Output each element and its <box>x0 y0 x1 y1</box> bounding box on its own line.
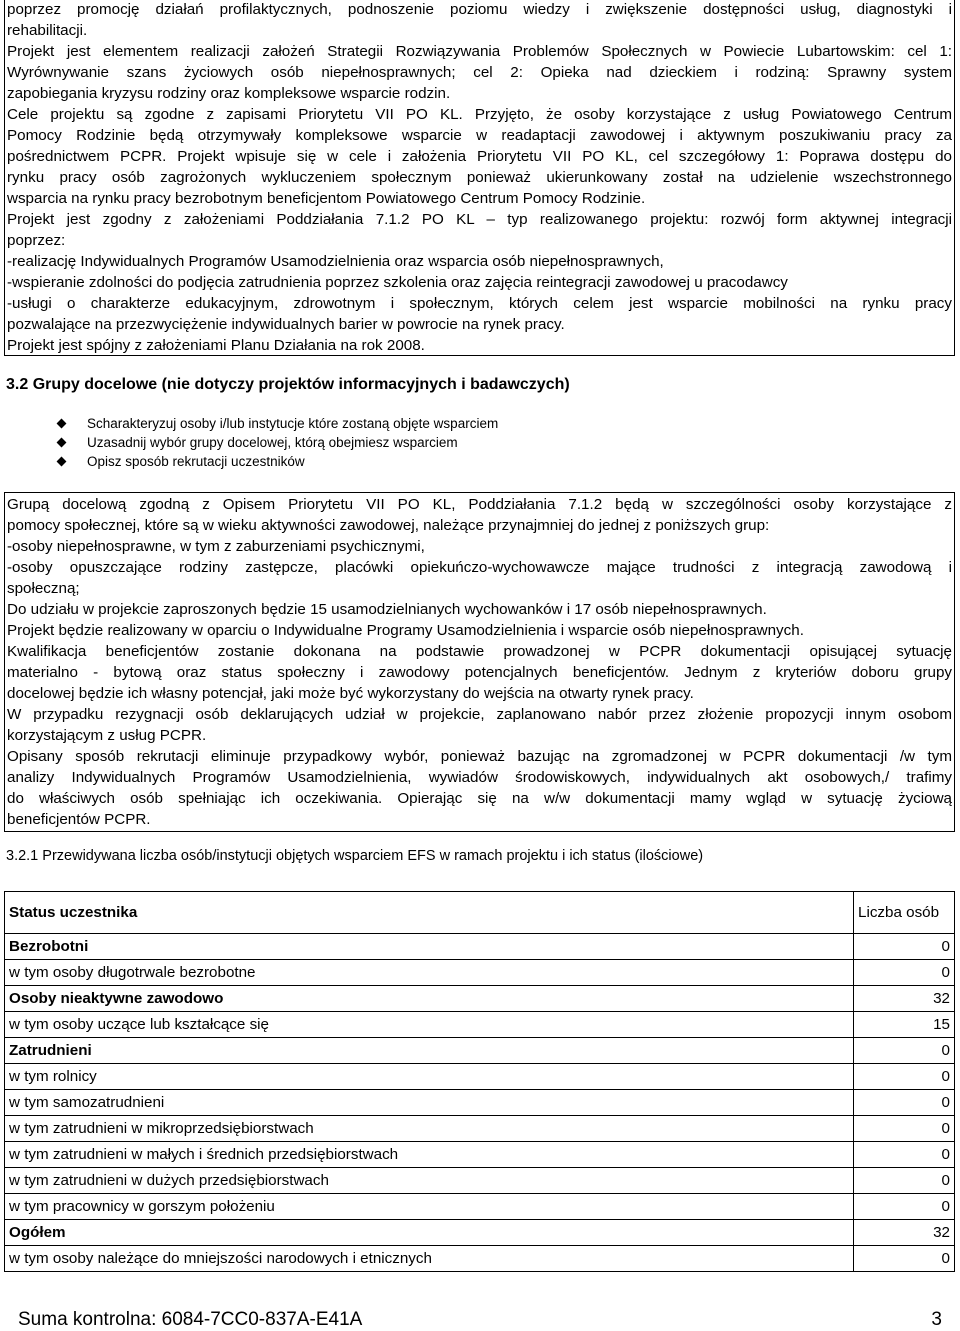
status-count: 0 <box>854 1090 955 1116</box>
table-row <box>5 1220 955 1246</box>
status-count: 0 <box>854 1246 955 1272</box>
text-line: społeczną; <box>7 580 80 597</box>
status-count: 0 <box>854 1168 955 1194</box>
header-count: Liczba osób <box>854 892 955 934</box>
status-label: w tym zatrudnieni w małych i średnich przedsiębiorstwach <box>5 1142 854 1168</box>
status-count: 0 <box>854 1116 955 1142</box>
status-label: w tym samozatrudnieni <box>5 1090 854 1116</box>
table-row <box>5 1194 955 1220</box>
bullet-text: Opisz sposób rekrutacji uczestników <box>87 454 305 469</box>
status-count: 0 <box>854 1038 955 1064</box>
status-count: 0 <box>854 934 955 960</box>
diamond-bullet-icon <box>57 419 67 429</box>
participant-status-table <box>4 891 955 1272</box>
text-line: beneficjentów PCPR. <box>7 811 151 828</box>
text-line: -realizację Indywidualnych Programów Usamodzielnienia oraz wsparcia osób niepełnosprawnych, <box>7 253 664 270</box>
text-line: analizy Indywidualnych Programów Usamodzielnienia, wywiadów środowiskowych, indywidualnych akt osobowych,/ trafimy <box>7 769 952 786</box>
footer-page-number: 3 <box>931 1309 942 1330</box>
table-row <box>5 1038 955 1064</box>
top-text-lines <box>7 0 952 356</box>
table-row <box>5 1090 955 1116</box>
status-label: w tym osoby uczące lub kształcące się <box>5 1012 854 1038</box>
status-label: Ogółem <box>5 1220 854 1246</box>
section-3-2-title: 3.2 Grupy docelowe (nie dotyczy projektów informacyjnych i badawczych) <box>6 376 570 393</box>
text-line: poprzez promocję działań profilaktycznych, podnoszenie poziomu wiedzy i zwiększenie dostępności usług, diagnostyki i <box>7 1 952 18</box>
status-count: 32 <box>854 1220 955 1246</box>
text-line: materialno - bytową oraz status społeczny i zawodowy potencjalnych beneficjentów. Jednym z kryteriów doboru grupy <box>7 664 952 681</box>
text-line: Opisany sposób rekrutacji eliminuje przypadkowy wybór, ponieważ bazując na zgromadzonej w PCPR dokumentacji /w tym <box>7 748 952 765</box>
status-label: w tym zatrudnieni w dużych przedsiębiorstwach <box>5 1168 854 1194</box>
text-line: W przypadku rezygnacji osób deklarujących udział w projekcie, zaplanowano nabór przez złożenie propozycji innym osobom <box>7 706 952 723</box>
text-line: -osoby opuszczające rodziny zastępcze, placówki opiekuńczo-wychowawcze mające trudności z integracją zawodową i <box>7 559 952 576</box>
status-count: 0 <box>854 1142 955 1168</box>
diamond-bullet-icon <box>57 438 67 448</box>
status-count: 15 <box>854 1012 955 1038</box>
text-line: zapobiegania kryzysu rodziny oraz kompleksowe wsparcie rodzin. <box>7 85 451 102</box>
text-line: Projekt jest spójny z założeniami Planu Działania na rok 2008. <box>7 337 425 354</box>
text-line: pozwalające na przezwyciężenie indywidualnych barier w powrocie na rynek pracy. <box>7 316 565 333</box>
section-3-2-bullets <box>52 414 498 471</box>
text-line: -osoby niepełnosprawne, w tym z zaburzeniami psychicznymi, <box>7 538 425 555</box>
table-header-row <box>5 892 955 934</box>
status-label: w tym pracownicy w gorszym położeniu <box>5 1194 854 1220</box>
diamond-bullet-icon <box>57 457 67 467</box>
footer-checksum: Suma kontrolna: 6084-7CC0-837A-E41A <box>18 1309 363 1330</box>
text-line: korzystającym z usług PCPR. <box>7 727 207 744</box>
text-line: Projekt jest zgodny z założeniami Poddziałania 7.1.2 PO KL – typ realizowanego projektu: rozwój form aktywnej integracji <box>7 211 952 228</box>
text-line: docelowej będzie ich własny potencjał, jaki może być wykorzystany do wejścia na otwarty rynek pracy. <box>7 685 694 702</box>
status-label: w tym rolnicy <box>5 1064 854 1090</box>
text-line: do właściwych osób spełniając ich oczekiwania. Opierając się na w/w dokumentacji mamy wgląd w sytuację życiową <box>7 790 952 807</box>
bullet-text: Uzasadnij wybór grupy docelowej, którą obejmiesz wsparciem <box>87 435 458 450</box>
section-3-2-1-title: 3.2.1 Przewidywana liczba osób/instytucji objętych wsparciem EFS w ramach projektu i ich status (ilościowe) <box>6 848 704 864</box>
table-row <box>5 1168 955 1194</box>
table-row <box>5 1012 955 1038</box>
text-line: -usługi o charakterze edukacyjnym, zdrowotnym i społecznym, których celem jest wsparcie mobilności na rynku pracy <box>7 295 952 312</box>
text-line: pośrednictwem PCPR. Projekt wpisuje się w cele i założenia Priorytetu VII PO KL, cel szczegółowy 1: Poprawa dostępu do <box>7 148 952 165</box>
text-line: Projekt będzie realizowany w oparciu o Indywidualne Programy Usamodzielnienia i wsparcie osób niepełnosprawnych. <box>7 622 804 639</box>
text-line: rynku pracy osób zagrożonych wykluczeniem społecznym ponieważ ukierunkowany został na udzielenie wszechstronnego <box>7 169 952 186</box>
bullet-item <box>52 433 498 452</box>
status-count: 0 <box>854 1064 955 1090</box>
bullet-item <box>52 414 498 433</box>
table-row <box>5 1246 955 1272</box>
status-label: w tym osoby należące do mniejszości narodowych i etnicznych <box>5 1246 854 1272</box>
table-row <box>5 934 955 960</box>
status-count: 0 <box>854 1194 955 1220</box>
table-row <box>5 1064 955 1090</box>
table-row <box>5 960 955 986</box>
text-line: Grupą docelową zgodną z Opisem Priorytetu VII PO KL, Poddziałania 7.1.2 będą w szczególności osoby korzystające z <box>7 496 952 513</box>
status-label: w tym osoby długotrwale bezrobotne <box>5 960 854 986</box>
text-line: Wyrównywanie szans życiowych osób niepełnosprawnych; cel 2: Opieka nad dzieckiem i rodziną: Sprawny system <box>7 64 952 81</box>
text-line: Kwalifikacja beneficjentów zostanie dokonana na podstawie prowadzonej w PCPR dokumentacji opisującej sytuację <box>7 643 952 660</box>
bullet-item <box>52 452 498 471</box>
text-line: wsparcia na rynku pracy bezrobotnym beneficjentom Powiatowego Centrum Pomocy Rodzinie. <box>7 190 646 207</box>
middle-text-lines <box>7 494 952 830</box>
status-label: w tym zatrudnieni w mikroprzedsiębiorstwach <box>5 1116 854 1142</box>
status-count: 32 <box>854 986 955 1012</box>
bullet-text: Scharakteryzuj osoby i/lub instytucje które zostaną objęte wsparciem <box>87 416 499 431</box>
status-count: 0 <box>854 960 955 986</box>
status-label: Osoby nieaktywne zawodowo <box>5 986 854 1012</box>
text-line: Projekt jest elementem realizacji założeń Strategii Rozwiązywania Problemów Społecznych w Powiecie Lubartowskim: cel 1: <box>7 43 952 60</box>
text-line: -wspieranie zdolności do podjęcia zatrudnienia poprzez szkolenia oraz zajęcia reintegracji zawodowej u pracodawcy <box>7 274 788 291</box>
header-status: Status uczestnika <box>5 892 854 934</box>
text-line: pomocy społecznej, które są w wieku aktywności zawodowej, należące przynajmniej do jednej z poniższych grup: <box>7 517 770 534</box>
status-label: Zatrudnieni <box>5 1038 854 1064</box>
text-line: poprzez: <box>7 232 66 249</box>
text-line: rehabilitacji. <box>7 22 88 39</box>
table-row <box>5 986 955 1012</box>
text-line: Do udziału w projekcie zaproszonych będzie 15 usamodzielnianych wychowanków i 17 osób niepełnosprawnych. <box>7 601 767 618</box>
text-line: Cele projektu są zgodne z zapisami Priorytetu VII PO KL. Przyjęto, że osoby korzystające z usług Powiatowego Centrum <box>7 106 952 123</box>
table-row <box>5 1142 955 1168</box>
status-label: Bezrobotni <box>5 934 854 960</box>
table-row <box>5 1116 955 1142</box>
text-line: Pomocy Rodzinie będą otrzymywały kompleksowe wsparcie w readaptacji zawodowej i aktywnym poszukiwaniu pracy za <box>7 127 952 144</box>
